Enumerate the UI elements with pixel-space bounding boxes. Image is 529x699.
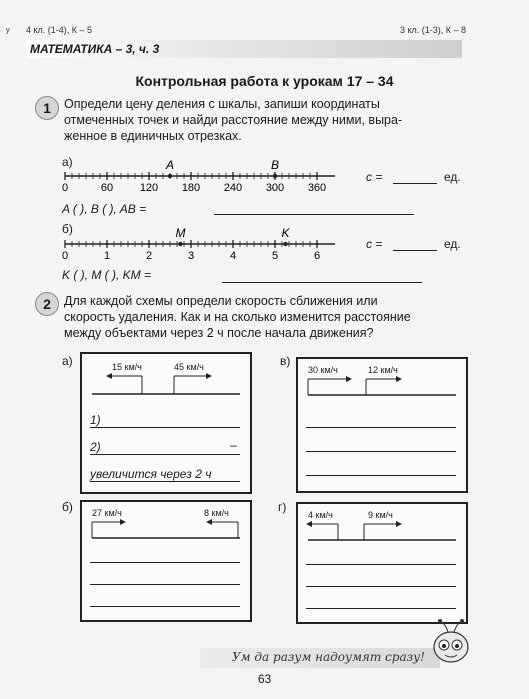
task-1-line: женное в единичных отрезках. bbox=[64, 129, 242, 143]
tick-label: 240 bbox=[223, 182, 243, 194]
unit-b: ед. bbox=[444, 237, 461, 251]
c-label-b: c = bbox=[366, 237, 383, 251]
box-b bbox=[80, 500, 252, 622]
part-a-label: а) bbox=[62, 155, 73, 169]
motion-diagram bbox=[82, 354, 250, 404]
tick-label: 3 bbox=[187, 250, 195, 262]
point-label: B bbox=[270, 158, 280, 172]
task-2-number: 2 bbox=[35, 292, 59, 316]
task-1-text bbox=[64, 96, 484, 144]
c-answer-line-a bbox=[393, 183, 437, 184]
answer-line bbox=[90, 562, 240, 563]
result-text: увеличится через 2 ч bbox=[90, 467, 212, 481]
corner-left-mark: ʸ bbox=[6, 26, 10, 38]
answer-line-b bbox=[222, 282, 422, 283]
point-marker bbox=[168, 174, 172, 178]
part-b-label: б) bbox=[62, 222, 73, 236]
answer-line bbox=[90, 454, 240, 455]
step-2: 2) bbox=[90, 440, 101, 454]
box-g bbox=[296, 502, 468, 624]
answer-a: A ( ), B ( ), AB = bbox=[62, 202, 147, 216]
box-a bbox=[80, 352, 252, 494]
point-marker bbox=[178, 242, 182, 246]
tick-label: 5 bbox=[271, 250, 279, 262]
point-marker bbox=[273, 174, 277, 178]
tick-label: 1 bbox=[103, 250, 111, 262]
unit-a: ед. bbox=[444, 170, 461, 184]
tick-label: 60 bbox=[100, 182, 114, 194]
speed-label: 45 км/ч bbox=[174, 362, 204, 372]
answer-line bbox=[306, 608, 456, 609]
step-2-dash: – bbox=[230, 438, 237, 452]
tick-label: 120 bbox=[139, 182, 159, 194]
answer-line bbox=[306, 475, 456, 476]
tick-label: 180 bbox=[181, 182, 201, 194]
box-g-label: г) bbox=[278, 500, 287, 514]
speed-label: 15 км/ч bbox=[112, 362, 142, 372]
footer-motto: Ум да разум надоумят сразу! bbox=[232, 650, 425, 664]
answer-b: K ( ), M ( ), KM = bbox=[62, 268, 151, 282]
box-b-label: б) bbox=[62, 500, 73, 514]
task-2-line: между объектами через 2 ч после начала движения? bbox=[64, 326, 374, 340]
box-v bbox=[296, 357, 468, 493]
answer-line bbox=[306, 451, 456, 452]
answer-line bbox=[306, 586, 456, 587]
speed-label: 30 км/ч bbox=[308, 365, 338, 375]
answer-line bbox=[90, 427, 240, 428]
answer-line bbox=[90, 606, 240, 607]
tick-label: 6 bbox=[313, 250, 321, 262]
point-label: K bbox=[281, 226, 290, 240]
answer-line bbox=[90, 584, 240, 585]
motion-diagram bbox=[82, 502, 250, 546]
corner-left-code: 4 кл. (1-4), К – 5 bbox=[26, 25, 93, 35]
tick-label: 360 bbox=[307, 182, 327, 194]
tick-label: 2 bbox=[145, 250, 153, 262]
tick-label: 4 bbox=[229, 250, 237, 262]
speed-label: 27 км/ч bbox=[92, 508, 122, 518]
motion-diagram bbox=[298, 359, 466, 403]
answer-line bbox=[90, 481, 240, 482]
number-line-a bbox=[55, 158, 355, 194]
tick-label: 300 bbox=[265, 182, 285, 194]
tick-label: 0 bbox=[61, 250, 69, 262]
speed-label: 9 км/ч bbox=[368, 510, 393, 520]
task-1-number: 1 bbox=[35, 96, 59, 120]
mascot-icon bbox=[428, 615, 474, 665]
answer-line bbox=[306, 427, 456, 428]
speed-label: 8 км/ч bbox=[204, 508, 229, 518]
page-number: 63 bbox=[257, 672, 272, 686]
box-v-label: в) bbox=[280, 354, 291, 368]
task-2-text bbox=[64, 293, 484, 341]
motion-diagram bbox=[298, 504, 466, 548]
task-1-line: отмеченных точек и найди расстояние между ними, выра- bbox=[64, 113, 403, 127]
step-1: 1) bbox=[90, 413, 101, 427]
c-answer-line-b bbox=[393, 250, 437, 251]
answer-line bbox=[306, 564, 456, 565]
box-a-label: а) bbox=[62, 354, 73, 368]
speed-label: 4 км/ч bbox=[308, 510, 333, 520]
subject-header: МАТЕМАТИКА – 3, ч. 3 bbox=[30, 42, 160, 56]
point-marker bbox=[283, 242, 287, 246]
number-line-b bbox=[55, 226, 355, 262]
tick-label: 0 bbox=[61, 182, 69, 194]
point-label: A bbox=[165, 158, 175, 172]
speed-label: 12 км/ч bbox=[368, 365, 398, 375]
corner-right-code: 3 кл. (1-3), К – 8 bbox=[400, 25, 467, 35]
c-label-a: c = bbox=[366, 170, 383, 184]
page-title: Контрольная работа к урокам 17 – 34 bbox=[135, 73, 394, 89]
task-2-line: Для каждой схемы определи скорость сближения или bbox=[64, 294, 378, 308]
task-1-line: Определи цену деления c шкалы, запиши координаты bbox=[64, 97, 380, 111]
task-2-line: скорость удаления. Как и на сколько изменится расстояние bbox=[64, 310, 411, 324]
answer-line-a bbox=[214, 214, 414, 215]
point-label: M bbox=[175, 226, 186, 240]
